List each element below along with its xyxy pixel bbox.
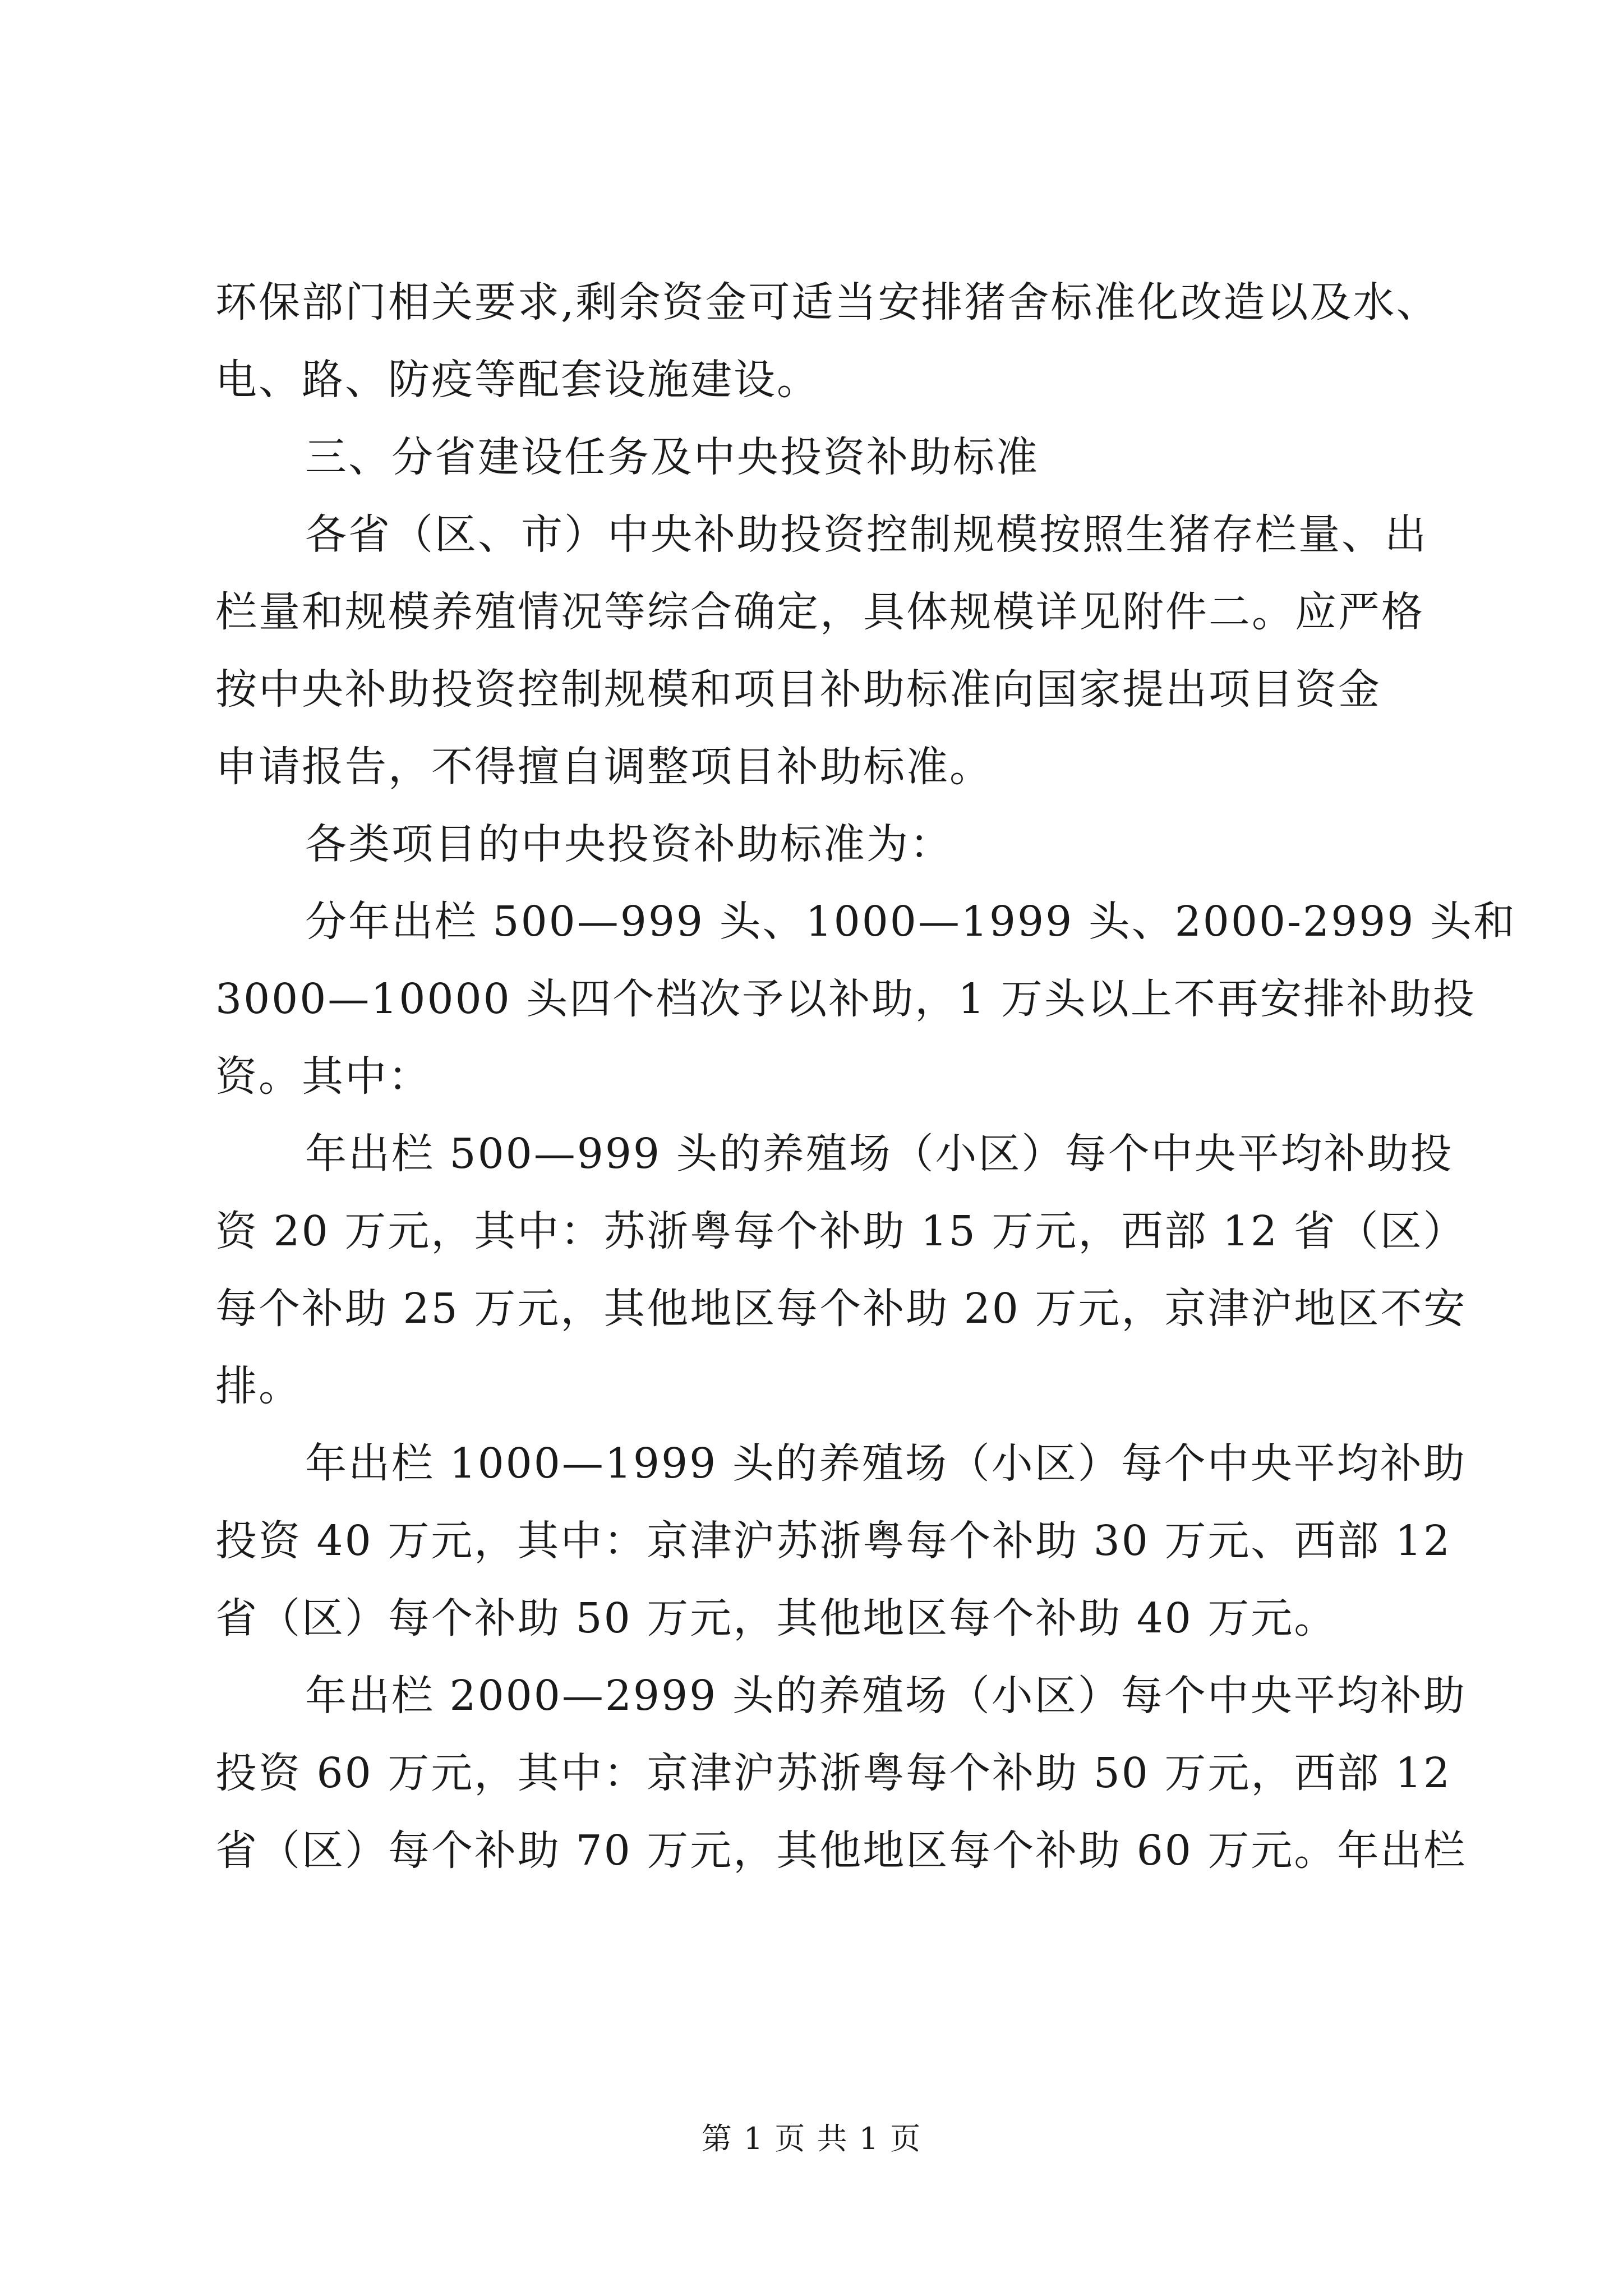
- document-body: [215, 264, 1516, 1889]
- section-heading: 三、分省建设任务及中央投资补助标准: [305, 433, 1039, 481]
- text-line: 每个补助 25 万元，其他地区每个补助 20 万元，京津沪地区不安: [215, 1285, 1467, 1333]
- text-line: 年出栏 500—999 头的养殖场（小区）每个中央平均补助投: [305, 1130, 1454, 1178]
- text-line: 各省（区、市）中央补助投资控制规模按照生猪存栏量、出: [305, 510, 1428, 559]
- text-line: 排。: [215, 1362, 302, 1410]
- page-footer: 第 1 页 共 1 页: [701, 2121, 922, 2156]
- text-line: 按中央补助投资控制规模和项目补助标准向国家提出项目资金: [215, 665, 1381, 714]
- text-line: 申请报告，不得擅自调整项目补助标准。: [215, 743, 993, 791]
- text-line: 各类项目的中央投资补助标准为：: [305, 820, 953, 868]
- text-line: 环保部门相关要求,剩余资金可适当安排猪舍标准化改造以及水、: [215, 278, 1440, 326]
- text-line: 资 20 万元，其中：苏浙粤每个补助 15 万元，西部 12 省（区）: [215, 1207, 1467, 1255]
- text-line: 投资 40 万元，其中：京津沪苏浙粤每个补助 30 万元、西部 12: [215, 1517, 1452, 1565]
- text-line: 投资 60 万元，其中：京津沪苏浙粤每个补助 50 万元，西部 12: [215, 1749, 1452, 1797]
- text-line: 3000—10000 头四个档次予以补助，1 万头以上不再安排补助投: [215, 975, 1476, 1023]
- text-line: 资。其中：: [215, 1052, 431, 1101]
- text-line: 省（区）每个补助 50 万元，其他地区每个补助 40 万元。: [215, 1594, 1338, 1642]
- text-line: 年出栏 2000—2999 头的养殖场（小区）每个中央平均补助: [305, 1672, 1467, 1720]
- text-line: 年出栏 1000—1999 头的养殖场（小区）每个中央平均补助: [305, 1439, 1467, 1488]
- text-line: 分年出栏 500—999 头、1000—1999 头、2000-2999 头和: [305, 898, 1516, 946]
- text-line: 电、路、防疫等配套设施建设。: [215, 356, 820, 404]
- text-line: 栏量和规模养殖情况等综合确定，具体规模详见附件二。应严格: [215, 588, 1424, 636]
- text-line: 省（区）每个补助 70 万元，其他地区每个补助 60 万元。年出栏: [215, 1826, 1467, 1875]
